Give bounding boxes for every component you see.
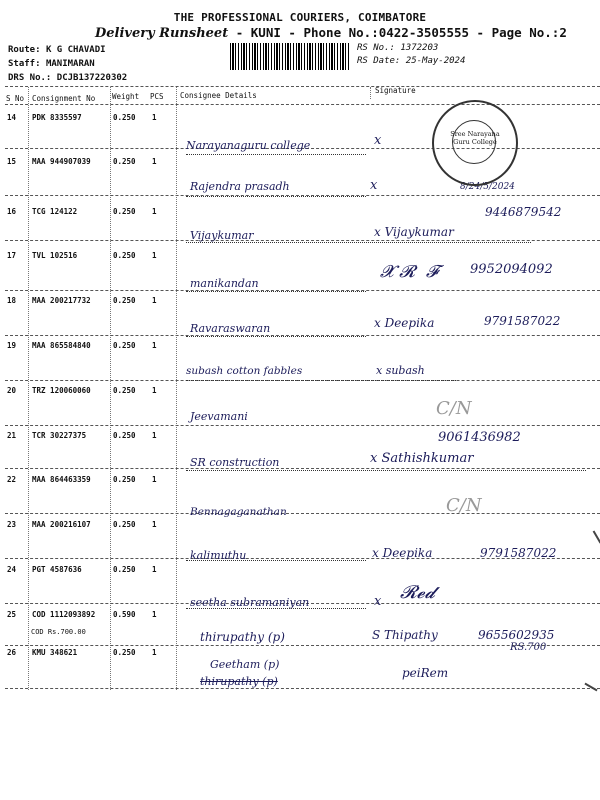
barcode xyxy=(230,43,350,70)
signature-handwritten: x Deepika xyxy=(374,316,435,330)
consignment-no: TRZ 120060060 xyxy=(32,386,91,395)
amount-handwritten: RS.700 xyxy=(510,642,547,653)
divider xyxy=(5,86,600,87)
pcs: 1 xyxy=(152,157,157,166)
consignment-no: MAA 200217732 xyxy=(32,296,91,305)
underline xyxy=(186,380,456,381)
sno: 25 xyxy=(7,610,17,619)
pcs: 1 xyxy=(152,565,157,574)
consignee-handwritten: SR construction xyxy=(190,456,280,469)
sno: 15 xyxy=(7,157,17,166)
sno: 19 xyxy=(7,341,17,350)
column-divider xyxy=(28,87,29,690)
underline xyxy=(186,242,531,243)
consignee-handwritten: subash cotton fabbles xyxy=(186,365,303,377)
pcs: 1 xyxy=(152,341,157,350)
underline xyxy=(186,196,366,197)
col-weight: Weight xyxy=(112,92,140,101)
sno: 17 xyxy=(7,251,17,260)
consignee-handwritten: Rajendra prasadh xyxy=(190,180,290,193)
weight: 0.250 xyxy=(113,431,136,440)
consignment-no: TCG 124122 xyxy=(32,207,78,216)
consignee-handwritten: Ravaraswaran xyxy=(190,322,271,335)
staff-line xyxy=(8,59,95,69)
signature-handwritten: x xyxy=(374,594,382,609)
column-divider xyxy=(176,87,177,690)
consignment-no: TCR 30227375 xyxy=(32,431,87,440)
cod-amount: COD Rs.700.00 xyxy=(31,628,86,636)
phone-handwritten: 9446879542 xyxy=(485,205,562,219)
rs-date-label: RS Date: xyxy=(357,56,401,66)
consignment-no: KMU 348621 xyxy=(32,648,78,657)
signature-handwritten: S Thipathy xyxy=(372,628,438,642)
signature-handwritten: x Sathishkumar xyxy=(370,451,474,466)
company-title: THE PROFESSIONAL COURIERS, COIMBATORE xyxy=(173,11,427,24)
consignment-no: TVL 102516 xyxy=(32,251,78,260)
signature-handwritten: x Deepika xyxy=(372,546,433,560)
rs-no-value: 1372203 xyxy=(400,43,439,53)
rs-date-value: 25-May-2024 xyxy=(405,56,466,66)
pcs: 1 xyxy=(152,113,157,122)
row-divider xyxy=(5,240,600,241)
weight: 0.250 xyxy=(113,251,136,260)
pcs: 1 xyxy=(152,431,157,440)
consignee-struck: thirupathy (p) xyxy=(200,675,278,688)
consignment-no: COD 1112093892 xyxy=(32,610,96,619)
weight: 0.250 xyxy=(113,386,136,395)
pcs: 1 xyxy=(152,207,157,216)
sno: 24 xyxy=(7,565,17,574)
weight: 0.250 xyxy=(113,341,136,350)
divider xyxy=(5,104,600,105)
signature-handwritten: x subash xyxy=(376,364,425,377)
pcs: 1 xyxy=(152,386,157,395)
route-value: K G CHAVADI xyxy=(45,45,106,55)
sno: 16 xyxy=(7,207,17,216)
underline xyxy=(186,154,366,155)
pcs: 1 xyxy=(152,648,157,657)
cn-note: C/N xyxy=(446,495,482,516)
sno: 14 xyxy=(7,113,17,122)
underline xyxy=(186,291,366,292)
phone-handwritten: 9655602935 xyxy=(478,628,555,642)
consignment-no: PDK 8335597 xyxy=(32,113,82,122)
weight: 0.250 xyxy=(113,157,136,166)
signature-handwritten: x Vijaykumar xyxy=(374,225,454,239)
consignment-no: MAA 944907039 xyxy=(32,157,91,166)
signature-handwritten: 𝓧 𝓡 𝓕 xyxy=(380,262,439,282)
consignee-handwritten: Narayanaguru college xyxy=(186,139,311,152)
signature-scribble: 𝓡𝓮𝓭 xyxy=(400,582,436,603)
signature-handwritten: x xyxy=(374,133,382,148)
phone-handwritten: 9952094092 xyxy=(470,262,553,277)
edge-mark xyxy=(593,530,600,543)
edge-mark xyxy=(584,683,597,692)
phone-handwritten: 9791587022 xyxy=(484,314,561,328)
row-divider xyxy=(5,468,600,469)
sno: 22 xyxy=(7,475,17,484)
col-consignee: Consignee Details xyxy=(180,91,257,100)
sno: 21 xyxy=(7,431,17,440)
underline xyxy=(186,560,366,561)
weight: 0.250 xyxy=(113,520,136,529)
pcs: 1 xyxy=(152,475,157,484)
pcs: 1 xyxy=(152,296,157,305)
consignee-handwritten: manikandan xyxy=(190,277,259,290)
weight: 0.250 xyxy=(113,296,136,305)
drs-value: DCJB137220302 xyxy=(56,73,128,83)
route-line xyxy=(8,45,106,55)
signature-handwritten: peiRem xyxy=(402,666,449,680)
consignee-handwritten: thirupathy (p) xyxy=(200,630,285,644)
sno: 23 xyxy=(7,520,17,529)
col-consignment: Consignment No xyxy=(32,94,96,103)
route-label: Route: xyxy=(8,45,41,55)
pcs: 1 xyxy=(152,610,157,619)
column-divider xyxy=(110,87,111,690)
consignee-handwritten: Jeevamani xyxy=(190,410,248,423)
underline xyxy=(186,608,366,609)
weight: 0.590 xyxy=(113,610,136,619)
stamp-text: Sree Narayana Guru College xyxy=(450,130,500,146)
col-sno: S No xyxy=(6,94,25,103)
sno: 26 xyxy=(7,648,17,657)
row-divider xyxy=(5,513,600,514)
rs-no-label: RS No.: xyxy=(357,43,395,53)
phone-handwritten: 9061436982 xyxy=(438,430,521,445)
row-divider xyxy=(5,688,600,689)
drs-label: DRS No.: xyxy=(8,73,52,83)
date-note: 8/24/5/2024 xyxy=(460,182,515,192)
staff-value: MANIMARAN xyxy=(45,59,95,69)
col-signature: Signature xyxy=(375,86,416,95)
row-divider xyxy=(5,425,600,426)
consignment-no: MAA 865584840 xyxy=(32,341,91,350)
pcs: 1 xyxy=(152,251,157,260)
phone-handwritten: 9791587022 xyxy=(480,546,557,560)
consignee-handwritten: Geetham (p) xyxy=(210,658,280,671)
pcs: 1 xyxy=(152,520,157,529)
weight: 0.250 xyxy=(113,207,136,216)
underline xyxy=(186,470,586,471)
col-pcs: PCS xyxy=(150,92,164,101)
rs-no-line xyxy=(357,43,438,53)
drs-line xyxy=(8,73,127,83)
consignment-no: PGT 4587636 xyxy=(32,565,82,574)
runsheet-title xyxy=(95,25,567,41)
underline xyxy=(186,336,366,337)
consignee-handwritten: seetha subramaniyan xyxy=(190,596,310,609)
sno: 20 xyxy=(7,386,17,395)
consignee-handwritten: kalimuthu xyxy=(190,549,247,562)
cn-note: C/N xyxy=(436,398,472,419)
consignee-handwritten: Vijaykumar xyxy=(190,229,254,242)
weight: 0.250 xyxy=(113,475,136,484)
signature-handwritten: x xyxy=(370,178,378,193)
consignee-handwritten: Bennagaganathan xyxy=(190,506,287,518)
weight: 0.250 xyxy=(113,113,136,122)
weight: 0.250 xyxy=(113,565,136,574)
column-divider xyxy=(370,87,371,99)
rs-date-line xyxy=(357,56,465,66)
consignment-no: MAA 864463359 xyxy=(32,475,91,484)
sno: 18 xyxy=(7,296,17,305)
runsheet-word: Delivery Runsheet xyxy=(95,26,229,41)
runsheet-rest: - KUNI - Phone No.:0422-3505555 - Page No.:2 xyxy=(235,25,567,40)
staff-label: Staff: xyxy=(8,59,41,69)
consignment-no: MAA 200216107 xyxy=(32,520,91,529)
weight: 0.250 xyxy=(113,648,136,657)
